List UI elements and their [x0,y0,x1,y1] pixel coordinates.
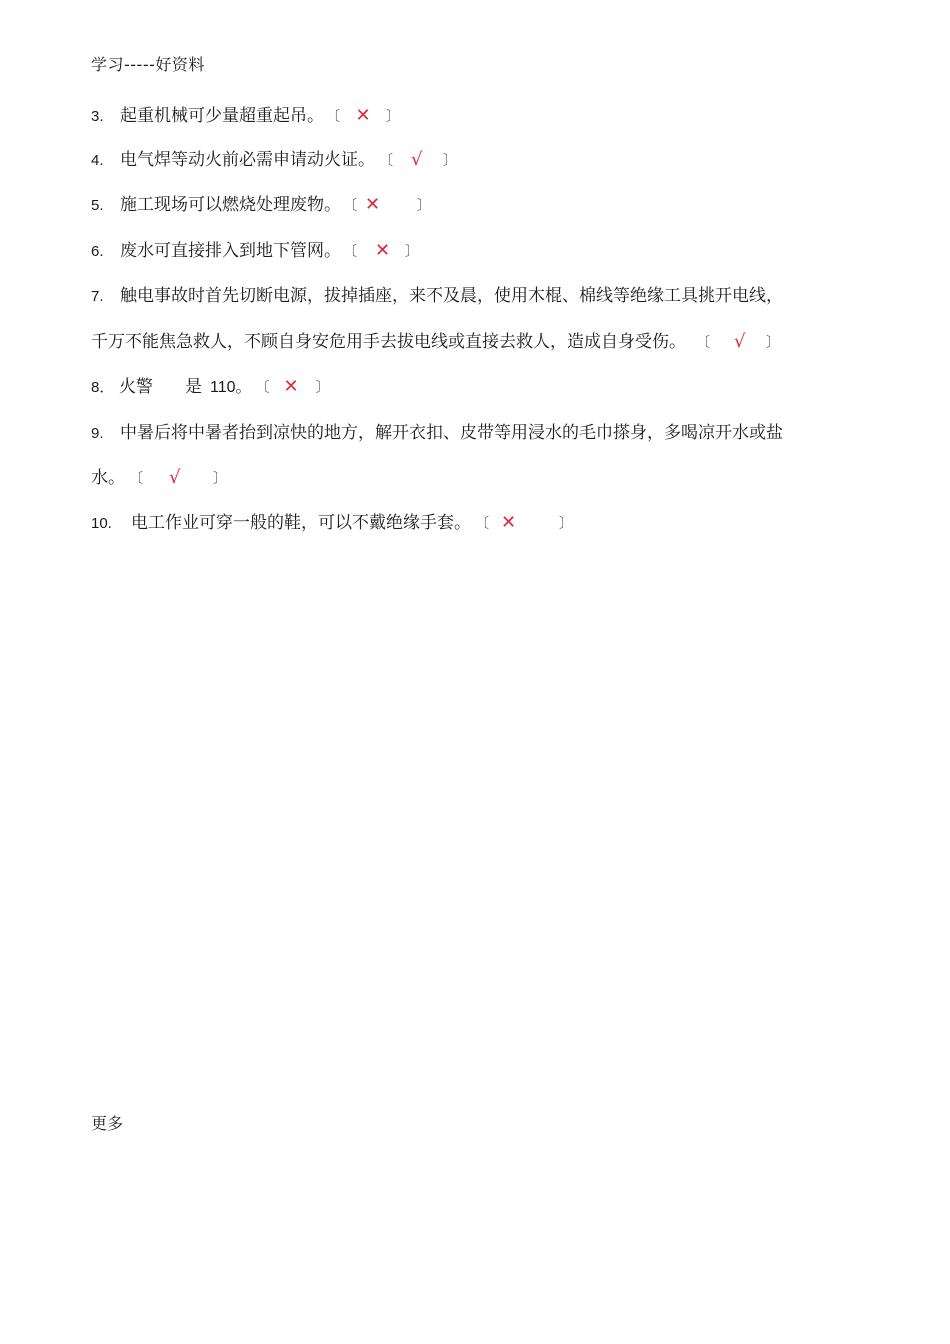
open-bracket: 〔 [343,197,357,213]
question-5 [91,193,431,218]
question-4 [91,148,457,173]
question-3 [91,104,400,129]
close-bracket: 〕 [386,108,400,124]
close-bracket: 〕 [417,197,431,213]
question-text-line-1: 中暑后将中暑者抬到凉快的地方，解开衣扣、皮带等用浸水的毛巾搽身，多喝凉开水或盐 [120,423,783,443]
question-7-continuation [91,330,780,354]
question-text: 施工现场可以燃烧处理废物。 [120,195,341,215]
question-number: 9. [91,425,104,442]
close-bracket: 〕 [443,152,457,168]
check-mark-icon: √ [411,149,423,170]
question-number: 8． [91,379,115,396]
question-text: 废水可直接排入到地下管网。 [120,241,341,261]
open-bracket: 〔 [696,334,710,350]
question-8 [91,375,330,400]
open-bracket: 〔 [129,470,143,486]
check-mark-icon: √ [734,331,746,352]
cross-mark-icon: ✕ [355,105,371,126]
question-7 [91,284,783,309]
cross-mark-icon: ✕ [501,512,517,533]
question-9 [91,421,783,446]
close-bracket: 〕 [405,243,419,259]
question-number: 10. [91,515,112,532]
cross-mark-icon: ✕ [375,240,391,261]
check-mark-icon: √ [169,467,181,488]
open-bracket: 〔 [255,379,270,395]
close-bracket: 〕 [766,334,780,350]
more-label: 更多 [91,1114,124,1133]
question-number: 6. [91,243,104,260]
question-number: 4. [91,152,104,169]
question-text-line-2: 水。 [91,468,125,488]
question-text: 电工作业可穿一般的鞋，可以不戴绝缘手套。 [131,513,471,533]
question-text: 电气焊等动火前必需申请动火证。 [120,150,375,170]
question-9-continuation [91,466,227,490]
open-bracket: 〔 [379,152,393,168]
question-6 [91,239,419,264]
close-bracket: 〕 [213,470,227,486]
question-text-line-1: 触电事故时首先切断电源，拔掉插座，来不及晨，使用木棍、棉线等绝缘工具挑开电线， [120,286,783,306]
close-bracket: 〕 [315,379,330,395]
question-text-b: 是 [185,377,202,397]
question-number: 7. [91,288,104,305]
question-10 [91,511,573,536]
question-number: 3. [91,108,104,125]
open-bracket: 〔 [326,108,340,124]
cross-mark-icon: ✕ [283,376,299,397]
cross-mark-icon: ✕ [365,194,381,215]
close-bracket: 〕 [559,515,573,531]
question-text-a: 火警 [119,377,153,397]
open-bracket: 〔 [475,515,489,531]
page-header: 学习-----好资料 [91,55,205,74]
question-number: 5. [91,197,104,214]
open-bracket: 〔 [343,243,357,259]
question-text-line-2: 千万不能焦急救人，不顾自身安危用手去拔电线或直接去救人，造成自身受伤。 [91,332,686,352]
question-text: 起重机械可少量超重起吊。 [120,106,324,126]
question-text-c: 110。 [210,379,252,396]
